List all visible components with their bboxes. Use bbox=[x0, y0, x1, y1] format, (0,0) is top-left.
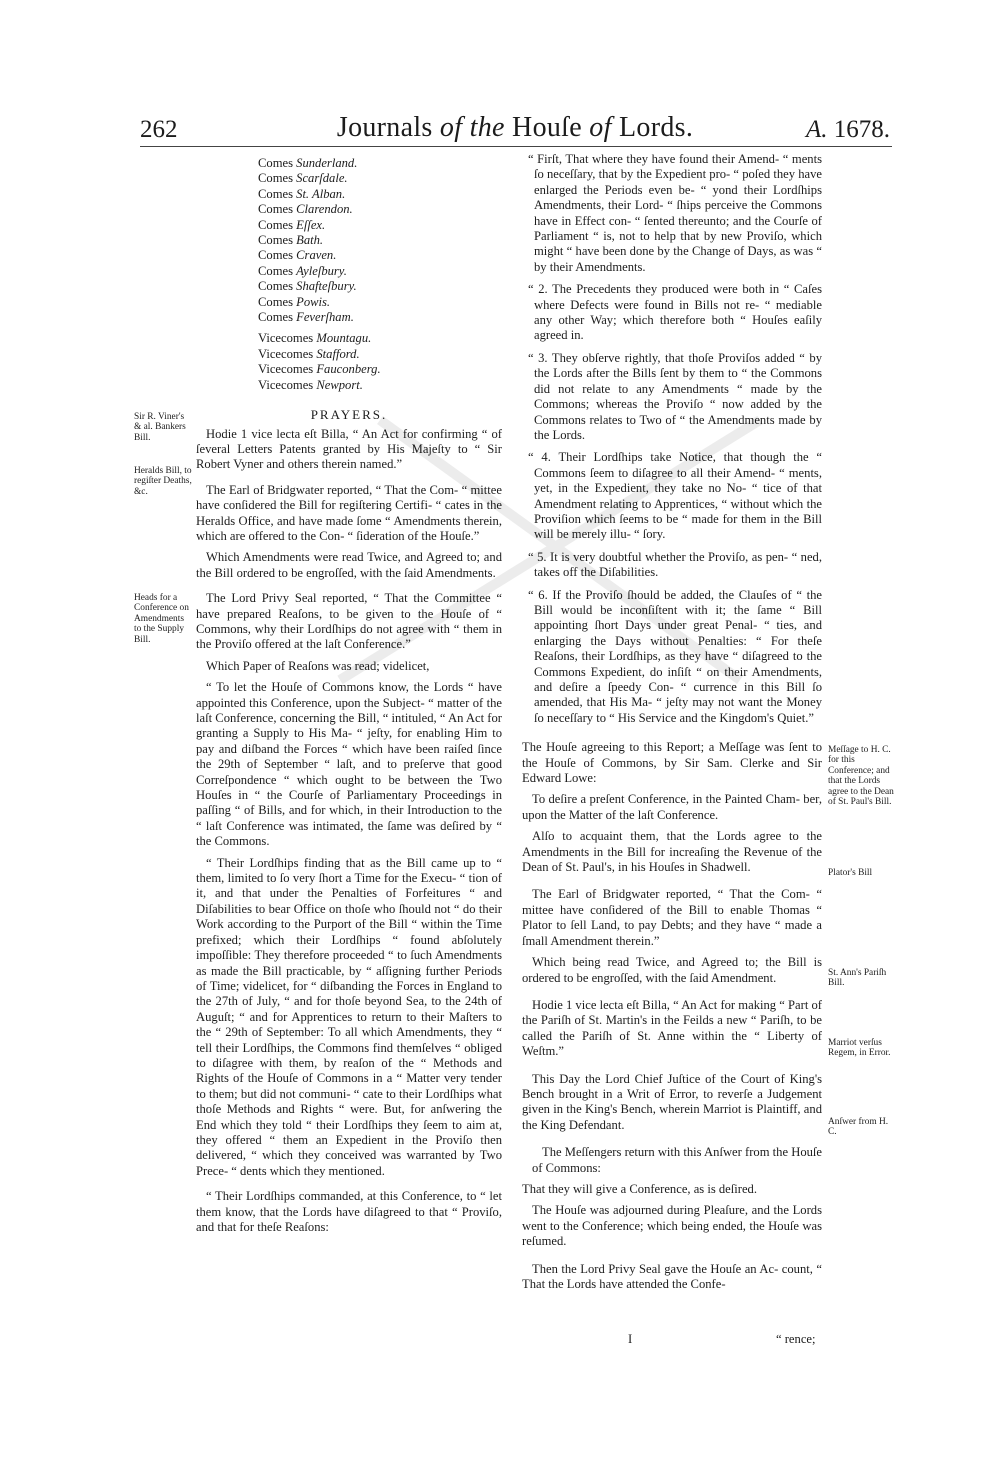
header-rule bbox=[140, 146, 892, 147]
peer-entry: Comes Feverſham. bbox=[258, 310, 354, 325]
reason-sixth: “ 6. If the Proviſo ſhould be added, the Clauſes of “ the Bill would be inconſiſtent with it; the ſame “ Bill appointing ſhort Days under great Penal- “ ties, and enlarging the Days without Penalties: “ For theſe Reaſons, their Lordſhips, as they have “ diſagreed to the Commons Expedient, do inſiſt “ on their Amendments, and deſire a ſpeedy Con- “ currence in this Bill ſo amended, that His Ma- “ jeſty may not want the Money ſo neceſſary to “ His Service and the Kingdom's Quiet.” bbox=[528, 587, 822, 725]
paragraph-viner-bill: Hodie 1 vice lecta eſt Billa, “ An Act for confirming “ of ſeveral Letters Patents granted by His Majeſty to “ Sir Robert Vyner and others therein named.” bbox=[196, 426, 502, 472]
peer-entry: Comes Ayleſbury. bbox=[258, 263, 347, 278]
paragraph-desire-conference: To deſire a preſent Conference, in the Painted Cham- ber, upon the Matter of the laſt Conference. bbox=[522, 792, 822, 822]
reason-fourth: “ 4. Their Lordſhips take Notice, that though the “ Commons ſeem to diſagree to all their Amend- “ ments, yet, in the Expedient, they take no No- “ tice of that Amendment relating to Apprentices, “ without which the Proviſion which ſeems to be “ made for them in the Bill will be merely illu- “ ſory. bbox=[528, 450, 822, 542]
signature-mark: I bbox=[628, 1332, 633, 1346]
paragraph-dean-bill: Alſo to acquaint them, that the Lords agree to the Amendments in the Bill for increaſing the Revenue of the Dean of St. Paul's, in his Houſes in Shadwell. bbox=[522, 829, 822, 875]
paragraph-st-anne-bill: Hodie 1 vice lecta eſt Billa, “ An Act for making “ Part of the Pariſh of St. Martin's in the Feilds a new “ Pariſh, to be called the Pariſh of St. Anne within the “ Liberty of Weſtm.” bbox=[522, 997, 822, 1059]
prayers-heading: PRAYERS. bbox=[310, 407, 388, 423]
paragraph-plator-engrossed: Which being read Twice, and Agreed to; the Bill is ordered to be engroſſed, with the ſaid Amendment. bbox=[522, 955, 822, 985]
catchword: “ rence; bbox=[776, 1332, 816, 1346]
running-title bbox=[140, 112, 890, 144]
peer-entry: Vicecomes Newport. bbox=[258, 377, 363, 392]
paragraph-privy-seal-account: Then the Lord Privy Seal gave the Houſe an Ac- count, “ That the Lords have attended the Confe- bbox=[522, 1261, 822, 1291]
peer-entry: Comes Eſſex. bbox=[258, 217, 326, 232]
peer-entry: Comes St. Alban. bbox=[258, 186, 346, 201]
year-value: 1678. bbox=[833, 116, 890, 143]
paragraph-heralds-report: The Earl of Bridgwater reported, “ That the Com- “ mittee have conſidered the Bill for regiſtering Certifi- “ cates in the Heralds Office, and have made ſome “ Amendments therein, which are offered to the Con- “ ſideration of the Houſe.” bbox=[196, 482, 502, 543]
paragraph-meſſage-sent: The Houſe agreeing to this Report; a Meſſage was ſent to the Houſe of Commons, by Sir Sam. Clerke and Sir Edward Lowe: bbox=[522, 740, 822, 786]
margin-note-heralds: Heralds Bill, to regiſter Deaths, &c. bbox=[134, 466, 192, 497]
paragraph-heralds-agreed: Which Amendments were read Twice, and Agreed to; and the Bill ordered to be engroſſed, with the ſaid Amendments. bbox=[196, 550, 502, 580]
paragraph-will-give-conference: That they will give a Conference, as is deſired. bbox=[522, 1181, 758, 1196]
paragraph-reasons-finding: “ Their Lordſhips finding that as the Bill came up to “ them, limited to ſo very ſhort a Time for the Execu- “ tion of it, and that under the Penalties of Forfeitures “ and Diſabilities to bear Office on thoſe who ſhould not “ do their Work according to the Purport of the Bill “ within the Time prefixed; which their Lordſhips “ found abſolutely impoſſible: They therefore proceeded “ to ſuch Amendments as made the Bill practicable, by “ aſſigning further Periods of Time; videlicet, for “ diſbanding the Forces in England to the 27th of July, “ and for thoſe beyond Sea, to the 24th of Auguſt; “ and for Apprentices to return to their Maſters to the “ 29th of September: To all which Amendments, they “ tell their Lordſhips, the Commons find themſelves “ obliged to diſagree with them, by reaſon of the “ Methods and Rights of the Houſe of Commons in a “ Matter very tender to them; but did not communi- “ cate to their Lordſhips what thoſe Methods and Rights “ were. But, for anſwering the End which they told “ their Lordſhips they ſeem to aim at, they offered “ them an Expedient in the Proviſo then delivered, “ which they conceived was warranted by Two Prece- “ dents which they mentioned. bbox=[196, 855, 502, 1178]
page-number: 262 bbox=[140, 116, 178, 143]
title-word: the bbox=[469, 112, 505, 143]
peer-entry: Vicecomes Fauconberg. bbox=[258, 362, 381, 377]
peers-list bbox=[258, 156, 502, 393]
margin-note-marriot: Marriot verſus Regem, in Error. bbox=[828, 1038, 891, 1059]
title-word: Journals bbox=[336, 112, 433, 143]
peer-entry: Comes Shafteſbury. bbox=[258, 279, 357, 294]
year-mark bbox=[806, 116, 890, 144]
paragraph-plator-report: The Earl of Bridgwater reported, “ That the Com- “ mittee have conſidered of the Bill to enable Thomas “ Plator to ſell Land, to pay Debts; and they have “ made a ſmall Amendment therein.” bbox=[522, 887, 822, 948]
title-word: of bbox=[589, 112, 612, 143]
peer-entry: Comes Powis. bbox=[258, 294, 331, 309]
peer-entry: Comes Craven. bbox=[258, 248, 337, 263]
left-column bbox=[196, 156, 502, 1241]
paragraph-reasons-read: Which Paper of Reaſons was read; videlicet, bbox=[206, 658, 430, 673]
year-prefix: A. bbox=[805, 116, 828, 143]
peer-entry: Comes Sunderland. bbox=[258, 156, 358, 170]
right-column bbox=[522, 152, 822, 1298]
title-word: Houſe bbox=[512, 112, 582, 143]
reason-second: “ 2. The Precedents they produced were both in “ Caſes where Defects were found in Bills not re- “ mediable any other Way; which therefore both “ Houſes eaſily agreed in. bbox=[528, 282, 822, 343]
peer-entry: Comes Bath. bbox=[258, 233, 324, 248]
reason-fifth: “ 5. It is very doubtful whether the Proviſo, as pen- “ ned, takes off the Diſabilities. bbox=[528, 549, 822, 580]
paragraph-writ-of-error: This Day the Lord Chief Juſtice of the Court of King's Bench brought in a Writ of Error, to reverſe a Judgement given in the King's Bench, wherein Marriot is Plaintiff, and the King Defendant. bbox=[522, 1071, 822, 1132]
title-word: of bbox=[439, 112, 463, 143]
margin-note-heads: Heads for a Conference on Amendments to the Supply Bill. bbox=[134, 593, 189, 645]
margin-note-viner: Sir R. Viner's & al. Bankers Bill. bbox=[134, 412, 186, 443]
paragraph-messengers-return: The Meſſengers return with this Anſwer from the Houſe of Commons: bbox=[532, 1145, 822, 1175]
reason-first: “ Firſt, That where they have found their Amend- “ ments ſo neceſſary, that by the Expedient pro- “ poſed they have enlarged the Periods even be- “ yond their Lordſhips Amendments, their Lord- “ ſhips perceive the Commons have in Effect con- “ ſented thereunto; and the Courſe of Parliament “ is, not to help that by new Proviſo, which might “ have been done by the Change of Days, as was “ by their Amendments. bbox=[528, 152, 822, 274]
margin-note-plator: Plator's Bill bbox=[828, 868, 873, 878]
peer-entry: Vicecomes Stafford. bbox=[258, 346, 360, 361]
margin-note-st-ann: St. Ann's Pariſh Bill. bbox=[828, 968, 887, 989]
margin-note-meſſage: Meſſage to H. C. for this Conference; and that the Lords agree to the Dean of St. Paul's Bill. bbox=[828, 745, 894, 808]
paragraph-reasons-commanded: “ Their Lordſhips commanded, at this Conference, to “ let them know, that the Lords have diſagreed to that “ Proviſo, and that for theſe Reaſons: bbox=[196, 1189, 502, 1234]
margin-note-anſwer: Anſwer from H. C. bbox=[828, 1117, 889, 1138]
peer-entry: Comes Clarendon. bbox=[258, 202, 353, 217]
peer-entry: Vicecomes Mountagu. bbox=[258, 331, 372, 346]
reason-third: “ 3. They obſerve rightly, that thoſe Proviſos added “ by the Lords after the Bills ſent by them to “ the Commons did not relate to any Amendments “ made by the Commons; whereas the Proviſo “ now added by the Commons relates to Two of “ the Amendments made by the Lords. bbox=[528, 350, 822, 442]
paragraph-reasons-intro: “ To let the Houſe of Commons know, the Lords “ have appointed this Conference, upon the Subject- “ matter of the laſt Conference, concerning the Bill, “ intituled, “ An Act for granting a Supply to His Ma- “ jeſty, for enabling Him to pay and diſband the Forces “ which have been raiſed ſince the 29th of September “ laſt, and to preſerve that good Correſpondence “ which ought to be between the Two Houſes in “ the Courſe of Parliamentary Proceedings in paſſing “ of Bills, and for which, in their Introduction to the “ laſt Conference was intimated, the ſame was deſired by “ the Commons. bbox=[196, 680, 502, 849]
paragraph-adjourned: The Houſe was adjourned during Pleaſure, and the Lords went to the Conference; which being ended, the Houſe was reſumed. bbox=[522, 1203, 822, 1249]
peer-entry: Comes Scarſdale. bbox=[258, 171, 348, 186]
title-word: Lords. bbox=[619, 112, 694, 143]
paragraph-privy-seal-report: The Lord Privy Seal reported, “ That the Committee “ have prepared Reaſons, to be given to the Houſe of “ Commons, why their Lordſhips do not agree with “ them in the Proviſo offered at the laſt Conference.” bbox=[196, 591, 502, 652]
